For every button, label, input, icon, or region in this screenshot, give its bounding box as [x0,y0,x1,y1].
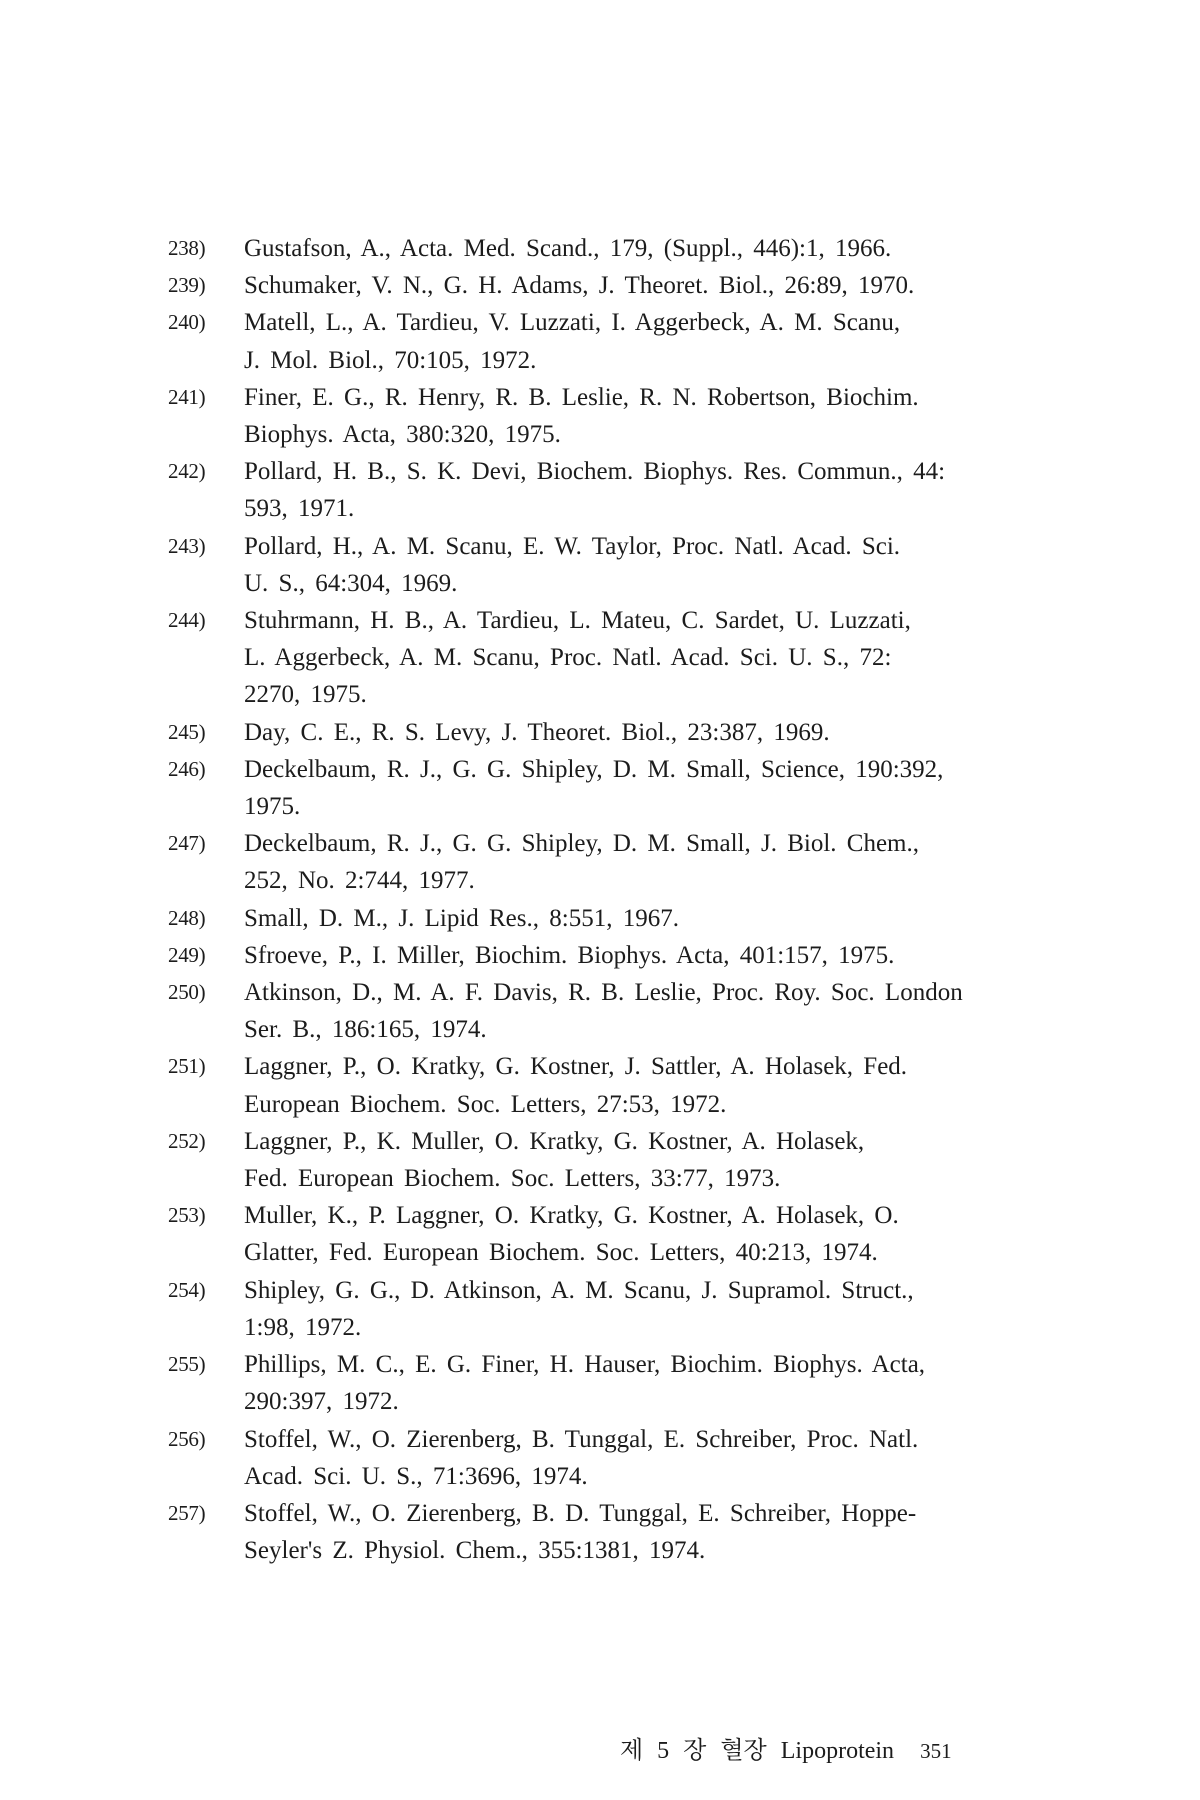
reference-line: Stoffel, W., O. Zierenberg, B. Tunggal, E. Schreiber, Proc. Natl. [244,1425,919,1453]
reference-item [168,1197,998,1271]
reference-line: Laggner, P., K. Muller, O. Kratky, G. Kostner, A. Holasek, [244,1127,865,1155]
reference-line: Stuhrmann, H. B., A. Tardieu, L. Mateu, C. Sardet, U. Luzzati, [244,607,911,635]
reference-line: U. S., 64:304, 1969. [244,569,458,597]
reference-number: 241) [168,384,206,409]
reference-number: 257) [168,1500,206,1525]
reference-item [168,1346,998,1420]
reference-line: Pollard, H., A. M. Scanu, E. W. Taylor, Proc. Natl. Acad. Sci. [244,532,901,560]
reference-line: Atkinson, D., M. A. F. Davis, R. B. Leslie, Proc. Roy. Soc. London [244,979,963,1007]
reference-number: 239) [168,273,206,298]
reference-line: 290:397, 1972. [244,1388,399,1416]
reference-number: 249) [168,942,206,967]
reference-item [168,1272,998,1346]
reference-line: Laggner, P., O. Kratky, G. Kostner, J. Sattler, A. Holasek, Fed. [244,1053,908,1081]
reference-line: Ser. B., 186:165, 1974. [244,1016,487,1044]
reference-item [168,974,998,1048]
reference-number: 244) [168,608,206,633]
reference-item [168,900,998,937]
reference-item [168,1123,998,1197]
reference-line: Deckelbaum, R. J., G. G. Shipley, D. M. Small, J. Biol. Chem., [244,830,919,858]
reference-number: 247) [168,831,206,856]
running-footer [620,1730,952,1765]
reference-item [168,230,998,267]
reference-line: Acad. Sci. U. S., 71:3696, 1974. [244,1462,588,1490]
reference-line: 252, No. 2:744, 1977. [244,867,475,895]
reference-number: 245) [168,719,206,744]
reference-number: 238) [168,236,206,260]
reference-item [168,1495,998,1569]
footer-section: 혈장 [720,1738,767,1764]
reference-item [168,825,998,899]
reference-line: Matell, L., A. Tardieu, V. Luzzati, I. Aggerbeck, A. M. Scanu, [244,309,901,337]
reference-line: Glatter, Fed. European Biochem. Soc. Letters, 40:213, 1974. [244,1239,878,1267]
reference-line: Shipley, G. G., D. Atkinson, A. M. Scanu, J. Supramol. Struct., [244,1276,914,1304]
reference-number: 254) [168,1277,206,1302]
reference-line: Seyler's Z. Physiol. Chem., 355:1381, 1974. [244,1537,706,1565]
footer-chapter: 제 5 장 [620,1738,707,1764]
reference-item [168,1421,998,1495]
reference-line: Pollard, H. B., S. K. Devi, Biochem. Biophys. Res. Commun., 44: [244,458,946,486]
reference-line: Phillips, M. C., E. G. Finer, H. Hauser, Biochim. Biophys. Acta, [244,1351,926,1379]
page-number: 351 [920,1739,952,1763]
reference-line: Fed. European Biochem. Soc. Letters, 33:77, 1973. [244,1165,781,1193]
reference-line: 1975. [244,793,301,821]
reference-number: 242) [168,459,206,484]
reference-number: 251) [168,1054,206,1079]
reference-line: Stoffel, W., O. Zierenberg, B. D. Tunggal, E. Schreiber, Hoppe- [244,1499,917,1527]
reference-number: 250) [168,980,206,1005]
reference-line: Schumaker, V. N., G. H. Adams, J. Theoret. Biol., 26:89, 1970. [244,272,915,300]
reference-item [168,267,998,304]
reference-line: Deckelbaum, R. J., G. G. Shipley, D. M. Small, Science, 190:392, [244,755,944,783]
reference-number: 255) [168,1352,206,1377]
reference-number: 253) [168,1203,206,1228]
reference-item [168,528,998,602]
reference-item [168,937,998,974]
reference-line: Sfroeve, P., I. Miller, Biochim. Biophys. Acta, 401:157, 1975. [244,941,895,969]
reference-line: Day, C. E., R. S. Levy, J. Theoret. Biol., 23:387, 1969. [244,718,830,746]
reference-line: J. Mol. Biol., 70:105, 1972. [244,346,537,374]
reference-item [168,602,998,714]
reference-number: 243) [168,533,206,558]
reference-list [168,230,998,1569]
reference-line: 1:98, 1972. [244,1313,362,1341]
reference-line: Gustafson, A., Acta. Med. Scand., 179, (Suppl., 446):1, 1966. [244,235,892,262]
reference-line: Muller, K., P. Laggner, O. Kratky, G. Kostner, A. Holasek, O. [244,1202,899,1230]
reference-item [168,453,998,527]
reference-item [168,714,998,751]
reference-number: 246) [168,756,206,781]
reference-line: 2270, 1975. [244,681,367,709]
reference-item [168,1048,998,1122]
reference-item [168,379,998,453]
reference-number: 248) [168,905,206,930]
reference-item [168,304,998,378]
reference-line: Small, D. M., J. Lipid Res., 8:551, 1967. [244,904,679,932]
reference-line: Biophys. Acta, 380:320, 1975. [244,421,561,449]
footer-topic: Lipoprotein [780,1738,895,1764]
reference-item [168,751,998,825]
reference-line: Finer, E. G., R. Henry, R. B. Leslie, R. N. Robertson, Biochim. [244,383,919,411]
reference-line: 593, 1971. [244,495,355,523]
reference-number: 240) [168,310,206,335]
reference-number: 256) [168,1426,206,1451]
reference-line: European Biochem. Soc. Letters, 27:53, 1972. [244,1090,727,1118]
reference-number: 252) [168,1128,206,1153]
reference-line: L. Aggerbeck, A. M. Scanu, Proc. Natl. Acad. Sci. U. S., 72: [244,644,892,672]
